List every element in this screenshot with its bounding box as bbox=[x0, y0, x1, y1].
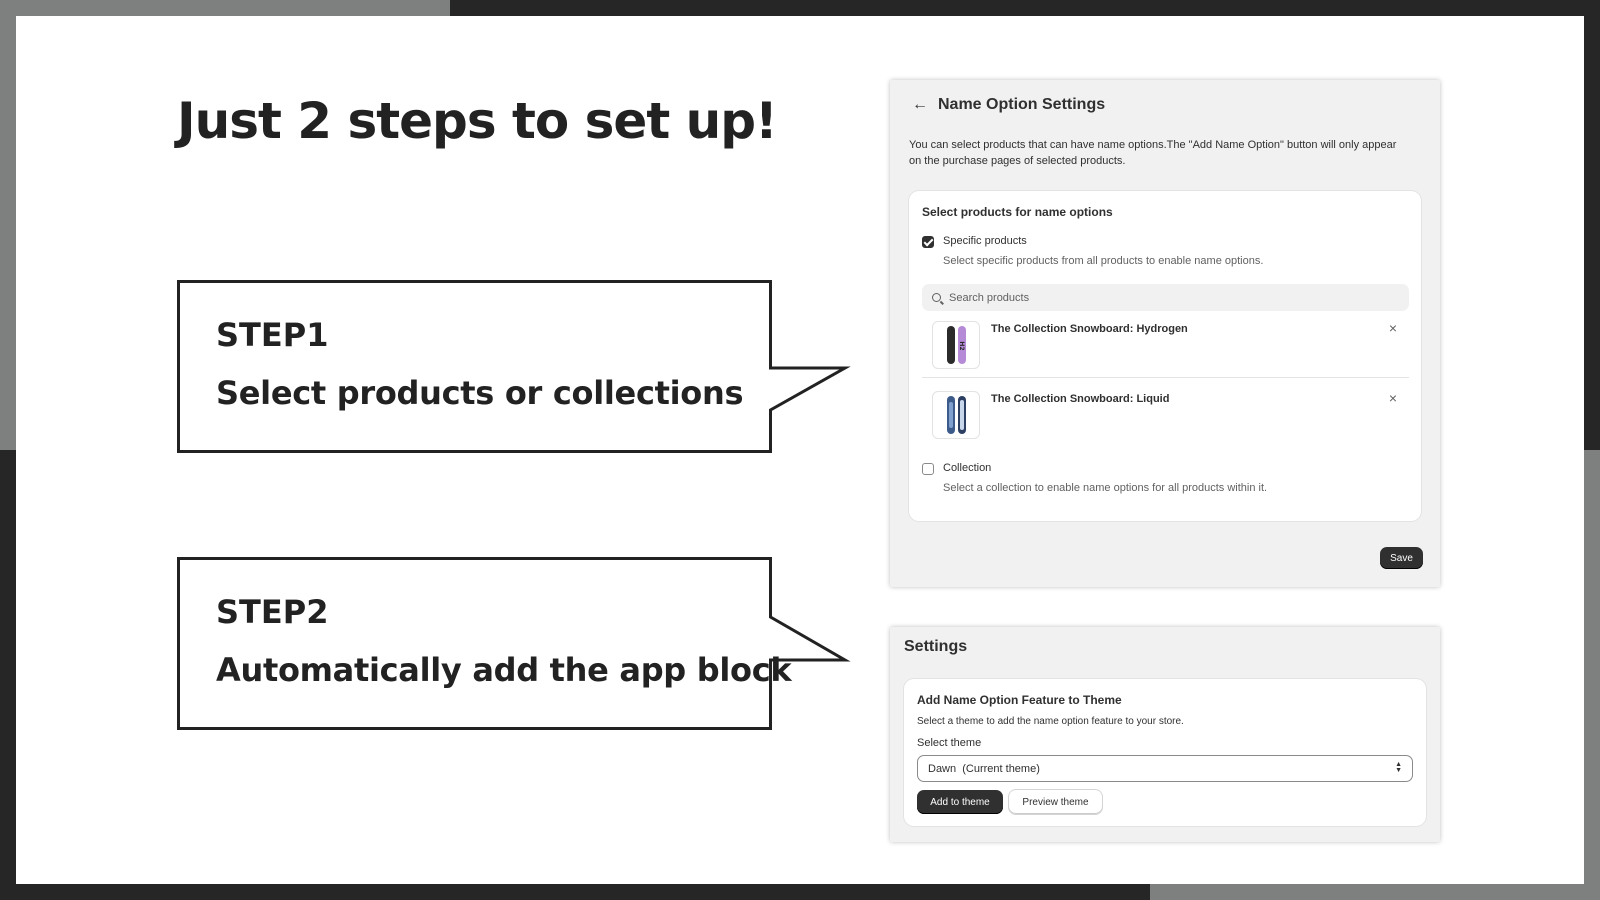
remove-product-icon[interactable]: × bbox=[1388, 390, 1397, 406]
theme-card bbox=[904, 679, 1426, 826]
remove-product-icon[interactable]: × bbox=[1388, 320, 1397, 336]
save-button[interactable]: Save bbox=[1380, 547, 1423, 569]
product-row bbox=[922, 321, 1409, 381]
specific-products-help: Select specific products from all products to enable name options. bbox=[943, 255, 1264, 267]
collection-label[interactable]: Collection bbox=[943, 462, 992, 474]
back-arrow-icon[interactable]: ← bbox=[912, 96, 928, 113]
step1-label: STEP1 bbox=[216, 316, 329, 354]
svg-text:H2: H2 bbox=[958, 341, 965, 351]
preview-theme-button[interactable]: Preview theme bbox=[1009, 790, 1102, 814]
specific-products-checkbox[interactable] bbox=[922, 236, 934, 248]
speech-bubble-shape bbox=[177, 557, 897, 737]
headline: Just 2 steps to set up! bbox=[177, 92, 777, 150]
product-thumbnail bbox=[932, 391, 980, 439]
product-thumbnail bbox=[932, 321, 980, 369]
snowboard-hydrogen-image bbox=[933, 322, 979, 368]
panel-header bbox=[912, 96, 1105, 114]
search-input[interactable] bbox=[947, 291, 1391, 305]
select-theme-label: Select theme bbox=[917, 737, 982, 749]
snowboard-liquid-image bbox=[933, 392, 979, 438]
card-title: Select products for name options bbox=[922, 205, 1113, 219]
product-name: The Collection Snowboard: Hydrogen bbox=[991, 323, 1188, 335]
step1-text: Select products or collections bbox=[216, 374, 744, 412]
add-to-theme-button[interactable]: Add to theme bbox=[917, 790, 1003, 814]
step2-label: STEP2 bbox=[216, 593, 329, 631]
panel-description: You can select products that can have name options.The "Add Name Option" button will only appear on the purchase pages of selected products. bbox=[909, 139, 1397, 167]
theme-card-description: Select a theme to add the name option feature to your store. bbox=[917, 716, 1184, 727]
collection-checkbox[interactable] bbox=[922, 463, 934, 475]
select-arrows-icon: ▲ ▼ bbox=[1395, 761, 1402, 774]
step1-callout bbox=[177, 280, 897, 460]
speech-bubble-shape bbox=[177, 280, 897, 460]
search-icon bbox=[932, 293, 941, 302]
collection-help: Select a collection to enable name options for all products within it. bbox=[943, 482, 1268, 494]
product-selection-card bbox=[909, 191, 1421, 521]
theme-select[interactable] bbox=[917, 755, 1413, 782]
step2-callout bbox=[177, 557, 897, 737]
product-row bbox=[922, 391, 1409, 451]
search-bar bbox=[922, 284, 1409, 311]
theme-select-value: Dawn (Current theme) bbox=[928, 762, 1040, 775]
specific-products-label[interactable]: Specific products bbox=[943, 235, 1027, 247]
theme-card-title: Add Name Option Feature to Theme bbox=[917, 693, 1122, 707]
settings-panel bbox=[890, 627, 1440, 842]
settings-title: Settings bbox=[904, 638, 968, 655]
row-divider bbox=[922, 377, 1409, 378]
panel-title: Name Option Settings bbox=[938, 96, 1106, 113]
product-name: The Collection Snowboard: Liquid bbox=[991, 393, 1170, 405]
name-option-settings-panel bbox=[890, 80, 1440, 587]
step2-text: Automatically add the app block bbox=[216, 651, 792, 689]
